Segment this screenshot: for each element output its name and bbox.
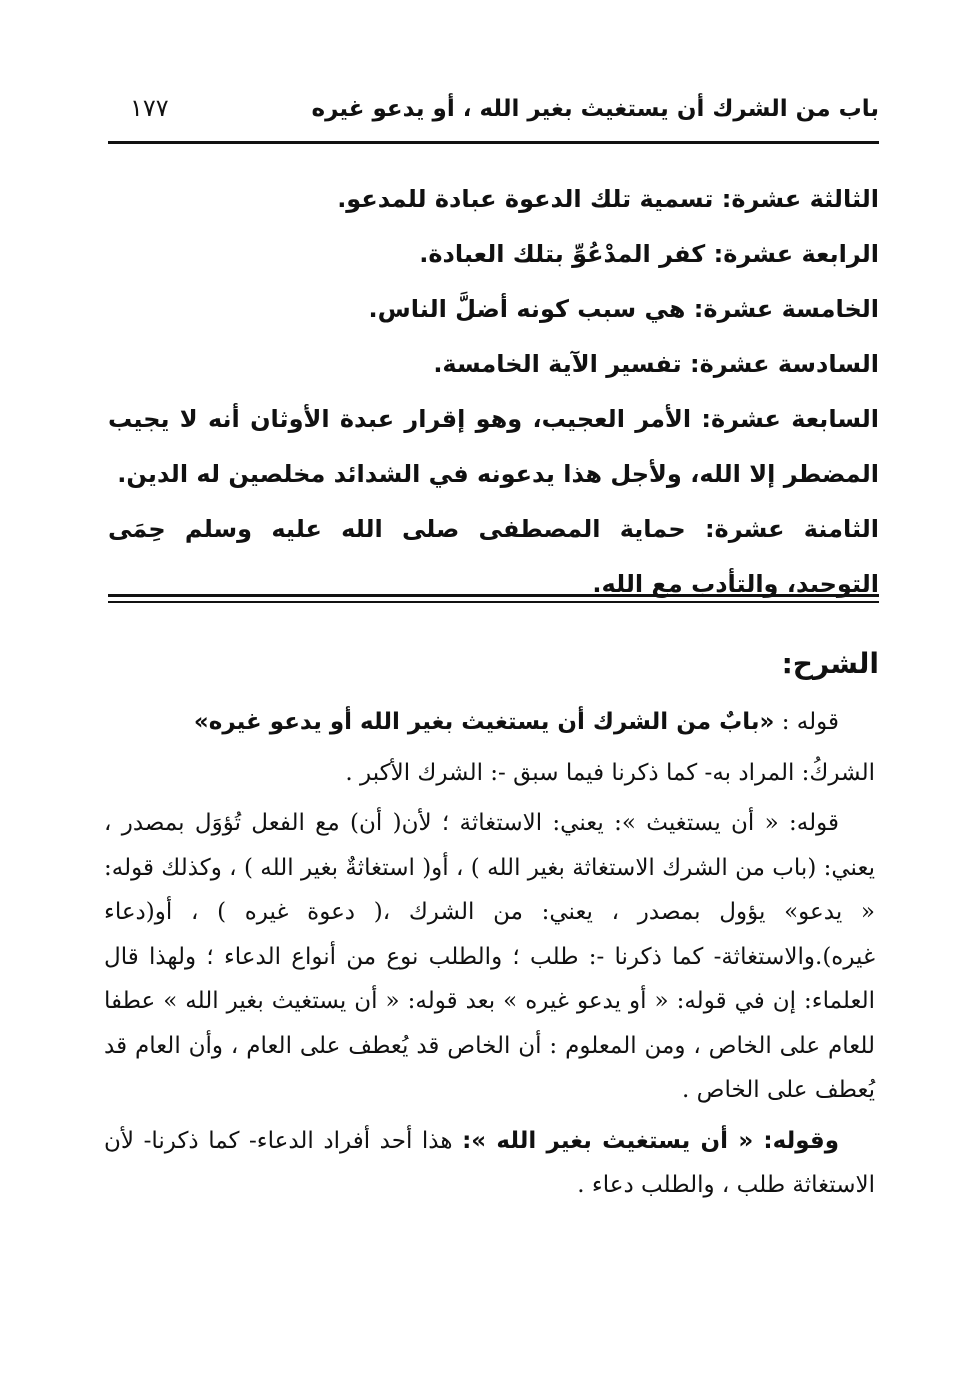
paragraph-4-rest: هذا أحد أفراد الدعاء- كما ذكرنا- لأن الاستغاثة طلب ، والطلب دعاء . — [104, 1127, 875, 1198]
issue-16: السادسة عشرة: تفسير الآية الخامسة. — [433, 350, 879, 378]
paragraph-1-lead: قوله : — [774, 709, 839, 735]
issue-14: الرابعة عشرة: كفر المدْعُوِّ بتلك العبادة. — [419, 240, 879, 268]
running-header — [108, 92, 879, 138]
issue-15: الخامسة عشرة: هي سبب كونه أضلَّ الناس. — [368, 295, 879, 323]
header-rule — [108, 141, 879, 144]
paragraph-4 — [104, 1119, 875, 1208]
paragraph-3: قوله: « أن يستغيث »: يعني: الاستغاثة ؛ لأن( أن) مع الفعل تُؤوَل بمصدر ، يعني: (باب من الشرك الاستغاثة بغير الله ) ، أو( استغاثةٌ بغير الله ) ، وكذلك قوله: « يدعو» يؤول بمصدر ، يعني: من الشرك ،( دعوة غيره ) ، أو(دعاء غيره).والاستغاثة- كما ذكرنا -: طلب ؛ والطلب نوع من أنواع الدعاء ؛ ولهذا قال العلماء: إن في قوله: « أو يدعو غيره » بعد قوله: « أن يستغيث بغير الله » عطفا للعام على الخاص ، ومن المعلوم : أن الخاص قد يُعطف على العام ، وأن العام قد يُعطف على الخاص . — [104, 810, 875, 1103]
paragraph-4-lead: وقوله: « أن يستغيث بغير الله »: — [462, 1127, 839, 1154]
issue-17: السابعة عشرة: الأمر العجيب، وهو إقرار عبدة الأوثان أنه لا يجيب المضطر إلا الله، ولأجل هذا يدعونه في الشدائد مخلصين له الدين. — [108, 405, 879, 488]
chapter-quote: «بابٌ من الشرك أن يستغيث بغير الله أو يدعو غيره» — [193, 709, 775, 735]
section-divider-thin — [108, 601, 879, 603]
issues-list — [108, 172, 879, 612]
issue-18: الثامنة عشرة: حماية المصطفى صلى الله عليه وسلم حِمَى التوحيد، والتأدب مع الله. — [108, 515, 879, 598]
chapter-title: باب من الشرك أن يستغيث بغير الله ، أو يدعو غيره — [311, 96, 879, 122]
paragraph-1 — [104, 700, 875, 745]
page-number: ١٧٧ — [130, 94, 169, 122]
sharh-body — [104, 700, 875, 1214]
paragraph-2: الشركُ: المراد به- كما ذكرنا فيما سبق -: الشرك الأكبر . — [345, 759, 875, 786]
section-divider-thick — [108, 594, 879, 597]
issue-13: الثالثة عشرة: تسمية تلك الدعوة عبادة للمدعو. — [337, 185, 879, 213]
sharh-heading: الشرح: — [781, 647, 879, 680]
